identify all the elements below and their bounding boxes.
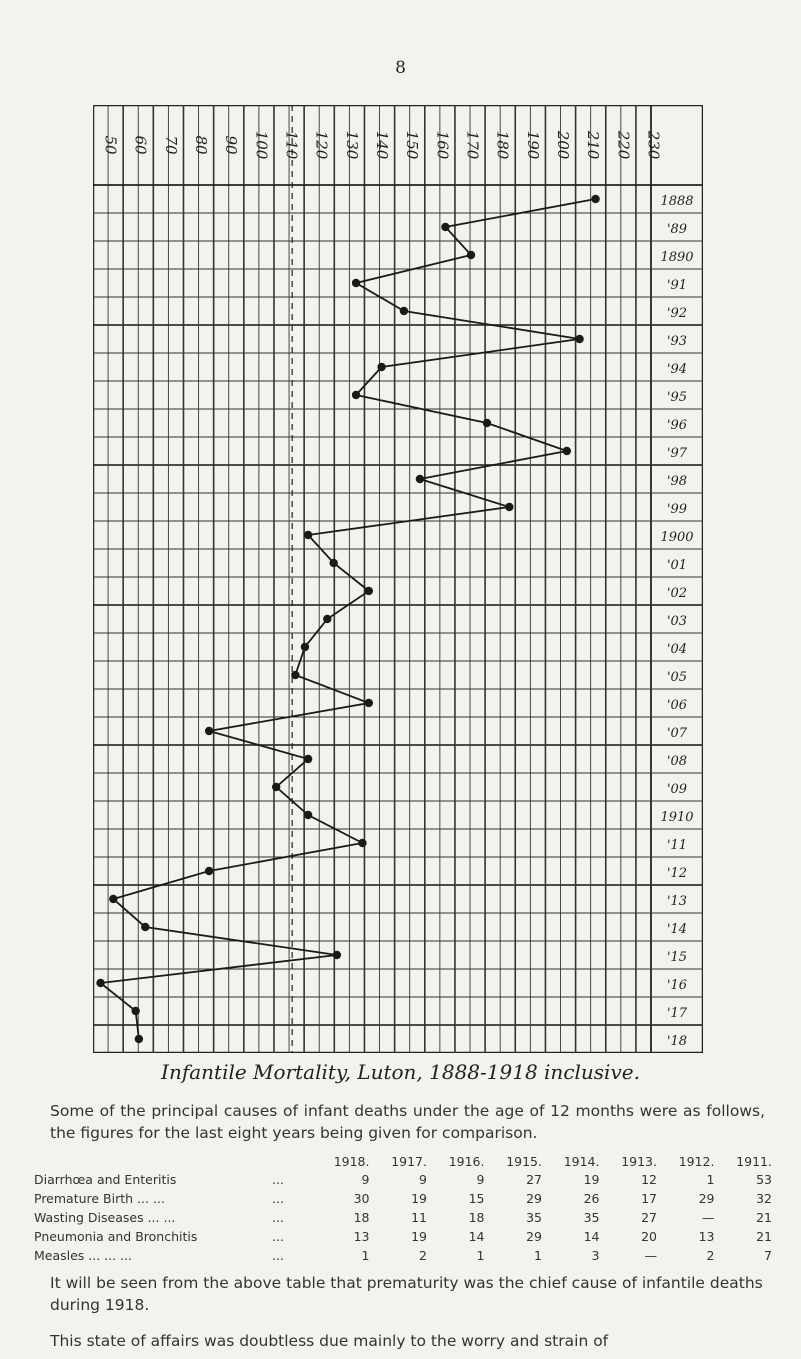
y-tick-label: '97: [666, 446, 688, 462]
table-row: [30, 1170, 776, 1189]
cell: 29: [526, 1229, 542, 1244]
series-point: [358, 839, 366, 847]
table-row: [30, 1227, 776, 1246]
series-point: [205, 867, 213, 875]
series-point: [205, 727, 213, 735]
y-tick-label: '17: [666, 1006, 688, 1022]
cell: 32: [756, 1191, 772, 1206]
x-tick-label: 50: [101, 135, 120, 155]
cell: 18: [353, 1210, 370, 1225]
cell: 18: [468, 1210, 485, 1225]
continuation-paragraph: This state of affairs was doubtless due mainly to the worry and strain of: [50, 1332, 609, 1350]
cell: 35: [526, 1210, 542, 1225]
cell: 12: [641, 1172, 657, 1187]
header-cause: [30, 1152, 268, 1170]
y-tick-label: '98: [666, 474, 688, 490]
cell: 27: [641, 1210, 657, 1225]
series-point: [131, 1007, 139, 1015]
cell: 1: [476, 1248, 485, 1263]
cell: 19: [583, 1172, 600, 1187]
x-tick-label: 100: [252, 130, 271, 160]
cell: 29: [698, 1191, 715, 1206]
cell: 3: [591, 1248, 600, 1263]
y-tick-label: '01: [666, 558, 688, 574]
cell: 20: [641, 1229, 657, 1244]
series-point: [441, 223, 449, 231]
series-point: [301, 643, 309, 651]
x-tick-label: 130: [342, 130, 361, 160]
cell: 21: [756, 1210, 772, 1225]
header-year: 1914.: [563, 1153, 600, 1169]
y-tick-label: '05: [666, 670, 688, 686]
leader-dots: ...: [272, 1191, 284, 1206]
x-tick-label: 90: [222, 135, 241, 155]
y-tick-label: '04: [666, 642, 688, 658]
y-tick-label: '14: [666, 922, 688, 938]
series-point: [323, 615, 331, 623]
cause-label: Wasting Diseases ... ...: [34, 1210, 176, 1225]
y-tick-label: '16: [666, 978, 688, 994]
cell: 14: [583, 1229, 600, 1244]
x-tick-label: 160: [433, 130, 452, 160]
leader-dots: ...: [272, 1248, 284, 1263]
series-point: [467, 251, 475, 259]
series-point: [109, 895, 117, 903]
leader-dots: ...: [272, 1210, 284, 1225]
cell: 14: [468, 1229, 485, 1244]
cell: 35: [583, 1210, 600, 1225]
x-tick-label: 110: [282, 130, 301, 160]
header-year: 1917.: [391, 1153, 427, 1169]
cell: 2: [706, 1248, 715, 1263]
x-tick-label: 210: [584, 130, 603, 160]
x-tick-label: 120: [312, 130, 331, 160]
table-row: [30, 1189, 776, 1208]
table-row: [30, 1246, 776, 1265]
cell: 53: [756, 1172, 772, 1187]
series-point: [96, 979, 104, 987]
intro-paragraph: Some of the principal causes of infant deaths under the age of 12 months were as follows, the figures for the last eight years being given for comparison.: [50, 1102, 765, 1142]
cell: —: [702, 1210, 715, 1225]
header-year: 1913.: [621, 1153, 657, 1169]
chart-grid: [93, 105, 703, 1053]
cell: 26: [583, 1191, 600, 1206]
x-tick-label: 180: [493, 130, 512, 160]
header-year: 1911.: [736, 1153, 772, 1169]
x-tick-label: 60: [131, 135, 150, 155]
cell: 9: [476, 1172, 485, 1187]
x-tick-label: 170: [463, 130, 482, 160]
cell: 21: [756, 1229, 772, 1244]
cell: 29: [526, 1191, 542, 1206]
y-tick-label: '11: [666, 838, 688, 854]
leader-dots: ...: [272, 1172, 284, 1187]
chart-caption: Infantile Mortality, Luton, 1888-1918 inclusive.: [161, 1060, 640, 1084]
series-point: [352, 391, 360, 399]
series-point: [365, 587, 373, 595]
cause-label: Measles ... ... ...: [34, 1248, 133, 1263]
table-row: [30, 1208, 776, 1227]
series-point: [135, 1035, 143, 1043]
y-tick-label: '94: [666, 362, 688, 378]
y-tick-label: 1890: [660, 250, 694, 266]
y-tick-label: '02: [666, 586, 688, 602]
y-tick-label: 1900: [660, 530, 694, 546]
causes-table: [30, 1152, 776, 1265]
y-tick-label: '18: [666, 1034, 688, 1050]
series-point: [365, 699, 373, 707]
series-point: [483, 419, 491, 427]
cell: 17: [641, 1191, 657, 1206]
x-tick-label: 70: [161, 135, 180, 155]
y-tick-label: '03: [666, 614, 688, 630]
y-tick-label: '92: [666, 306, 688, 322]
y-tick-label: '15: [666, 950, 688, 966]
header-year: 1916.: [448, 1153, 485, 1169]
x-tick-label: 150: [403, 130, 422, 160]
mortality-series: [96, 195, 599, 1043]
cell: 19: [411, 1229, 427, 1244]
cell: 15: [468, 1191, 485, 1206]
x-tick-label: 190: [523, 130, 542, 160]
y-tick-label: '93: [666, 334, 688, 350]
cell: 2: [419, 1248, 427, 1263]
cell: 13: [353, 1229, 370, 1244]
conclusion-paragraph: It will be seen from the above table that prematurity was the chief cause of infantile deaths during 1918.: [50, 1274, 763, 1314]
series-point: [304, 811, 312, 819]
cell: 9: [419, 1172, 427, 1187]
series-point: [563, 447, 571, 455]
y-tick-label: '07: [666, 726, 688, 742]
series-point: [304, 755, 312, 763]
y-tick-label: '95: [666, 390, 688, 406]
table-header-row: [30, 1152, 776, 1170]
y-tick-label: '08: [666, 754, 688, 770]
y-tick-label: '06: [666, 698, 688, 714]
series-point: [291, 671, 299, 679]
y-tick-label: 1888: [660, 194, 694, 210]
header-year: 1915.: [506, 1153, 542, 1169]
page-number: 8: [395, 58, 406, 78]
leader-dots: ...: [272, 1229, 284, 1244]
y-tick-label: '12: [666, 866, 688, 882]
y-tick-label: 1910: [660, 810, 694, 826]
cell: 19: [411, 1191, 427, 1206]
cell: 9: [361, 1172, 370, 1187]
y-tick-label: '89: [666, 222, 688, 238]
x-tick-label: 200: [553, 130, 572, 160]
y-axis-labels: [660, 194, 693, 1049]
series-point: [591, 195, 599, 203]
cell: —: [644, 1248, 657, 1263]
series-point: [141, 923, 149, 931]
cell: 30: [353, 1191, 370, 1206]
header-year: 1918.: [333, 1153, 370, 1169]
y-tick-label: '99: [666, 502, 688, 518]
cell: 1: [534, 1248, 542, 1263]
series-point: [352, 279, 360, 287]
series-point: [416, 475, 424, 483]
cause-label: Premature Birth ... ...: [34, 1191, 165, 1206]
x-axis-labels: [102, 130, 663, 160]
y-tick-label: '09: [666, 782, 688, 798]
cell: 7: [764, 1248, 772, 1263]
series-point: [304, 531, 312, 539]
x-tick-label: 220: [614, 130, 633, 160]
x-tick-label: 80: [192, 135, 211, 155]
cell: 1: [361, 1248, 370, 1263]
cell: 27: [526, 1172, 542, 1187]
infant-mortality-chart: [93, 105, 703, 1053]
series-point: [505, 503, 513, 511]
x-tick-label: 230: [644, 130, 663, 160]
cell: 11: [411, 1210, 427, 1225]
series-point: [333, 951, 341, 959]
series-point: [329, 559, 337, 567]
chart-frame: [93, 105, 703, 1053]
y-tick-label: '96: [666, 418, 688, 434]
cause-label: Diarrhœa and Enteritis: [34, 1172, 177, 1187]
series-point: [400, 307, 408, 315]
series-point: [377, 363, 385, 371]
cell: 13: [698, 1229, 715, 1244]
y-tick-label: '91: [666, 278, 688, 294]
series-point: [575, 335, 583, 343]
cause-label: Pneumonia and Bronchitis: [34, 1229, 198, 1244]
y-tick-label: '13: [666, 894, 688, 910]
x-tick-label: 140: [373, 130, 391, 160]
header-year: 1912.: [678, 1153, 715, 1169]
header-dots: [268, 1152, 316, 1170]
cell: 1: [706, 1172, 715, 1187]
series-point: [272, 783, 280, 791]
